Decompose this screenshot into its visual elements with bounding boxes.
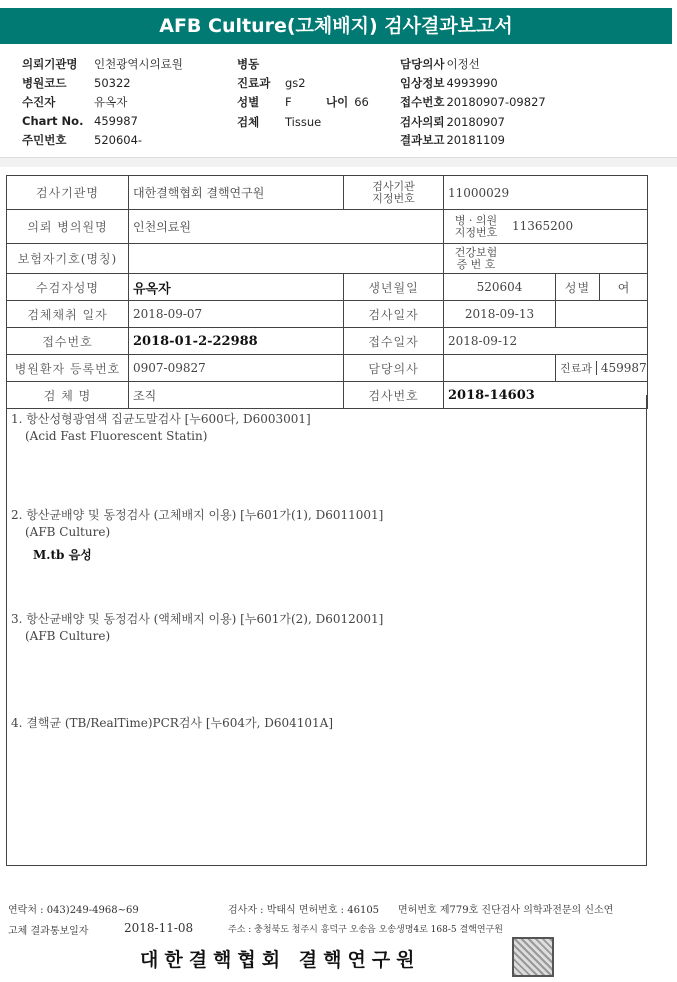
footer-license: 면허번호 제779호 진단검사 의학과전문의 신소연	[398, 905, 614, 916]
result-item-4: 4. 결핵균 (TB/RealTime)PCR검사 [누604가, D604101A]	[11, 716, 334, 730]
insurance-no-cell: 건강보험 증 번 호	[444, 244, 648, 274]
patient-value: 유옥자	[129, 274, 344, 301]
header-clinical-info: 임상정보 4993990	[400, 76, 498, 90]
collect-value: 2018-09-07	[129, 301, 344, 328]
insurance-value	[129, 244, 444, 274]
header-report-date: 결과보고 20181109	[400, 133, 505, 147]
test-no-label: 검사번호	[344, 382, 444, 409]
inst-no-label: 검사기관 지정번호	[344, 176, 444, 210]
dept-cell: 진료과 459987	[556, 355, 648, 382]
report-info-table	[6, 175, 648, 409]
header-sex: 성별 F	[237, 95, 292, 109]
patient-header	[0, 52, 677, 157]
header-chart-no: Chart No. 459987	[22, 114, 138, 128]
sex-value: 여	[600, 274, 648, 301]
doctor-label: 담당의사	[344, 355, 444, 382]
dob-label: 생년월일	[344, 274, 444, 301]
header-ward: 병동	[237, 57, 260, 71]
footer-tester: 검사자 : 박태식 면허번호 : 46105	[228, 905, 380, 916]
spec-label: 검 체 명	[7, 382, 129, 409]
inst-no-value: 11000029	[444, 176, 648, 210]
test-date-value: 2018-09-13	[444, 301, 556, 328]
inst-label: 검사기관명	[7, 176, 129, 210]
report-title: AFB Culture(고체배지) 검사결과보고서	[0, 8, 672, 44]
patient-label: 수검자성명	[7, 274, 129, 301]
header-request-date: 검사의뢰 20180907	[400, 115, 505, 129]
spec-value: 조직	[129, 382, 344, 409]
result-item-3: 3. 항산균배양 및 동정검사 (액체배지 이용) [누601가(2), D6012001] (AFB Culture)	[11, 612, 384, 643]
official-seal-icon	[512, 937, 554, 977]
hosp-label: 의뢰 병의원명	[7, 210, 129, 244]
test-date-label: 검사일자	[344, 301, 444, 328]
collect-label: 검체채취 일자	[7, 301, 129, 328]
organization-name: 대한결핵협회 결핵연구원	[140, 949, 421, 971]
test-no-value: 2018-14603	[444, 382, 648, 409]
header-doctor: 담당의사 이정선	[400, 57, 480, 71]
header-institution: 의뢰기관명 인천광역시의료원	[22, 57, 183, 71]
footer-notice-label: 고체 결과통보일자	[8, 926, 89, 937]
recv-no-value: 2018-01-2-22988	[129, 328, 344, 355]
result-item-1: 1. 항산성형광염색 집균도말검사 [누600다, D6003001] (Acid Fast Fluorescent Statin)	[11, 412, 311, 443]
hosp-no-cell: 병 · 의원 지정번호 11365200	[444, 210, 648, 244]
results-panel	[6, 395, 647, 866]
header-receipt-no: 접수번호 20180907-09827	[400, 95, 546, 109]
empty-cell	[556, 301, 648, 328]
hosp-value: 인천의료원	[129, 210, 444, 244]
scanned-report	[0, 167, 677, 982]
result-item-2: 2. 항산균배양 및 동정검사 (고체배지 이용) [누601가(1), D6011001] (AFB Culture) M.tb 음성	[11, 508, 384, 562]
footer-notice-date: 2018-11-08	[124, 921, 194, 935]
recv-no-label: 접수번호	[7, 328, 129, 355]
header-hospital-code: 병원코드 50322	[22, 76, 131, 90]
reg-value: 0907-09827	[129, 355, 344, 382]
recv-date-label: 접수일자	[344, 328, 444, 355]
doctor-value	[444, 355, 556, 382]
header-age: 나이 66	[326, 95, 369, 109]
header-specimen: 검체 Tissue	[237, 115, 322, 129]
header-department: 진료과 gs2	[237, 76, 306, 90]
insurance-label: 보험자기호(명칭)	[7, 244, 129, 274]
header-patient: 수진자 유옥자	[22, 95, 128, 109]
recv-date-value: 2018-09-12	[444, 328, 648, 355]
footer-address: 주소 : 충청북도 청주시 흥덕구 오송읍 오송생명4로 168-5 결핵연구원	[228, 925, 503, 935]
reg-label: 병원환자 등록번호	[7, 355, 129, 382]
footer-contact: 연락처 : 043)249-4968~69	[8, 905, 139, 916]
sex-label: 성별	[556, 274, 600, 301]
dob-value: 520604	[444, 274, 556, 301]
inst-value: 대한결핵협회 결핵연구원	[129, 176, 344, 210]
header-resident-no: 주민번호 520604-	[22, 133, 143, 147]
result-value: M.tb 음성	[33, 548, 92, 562]
